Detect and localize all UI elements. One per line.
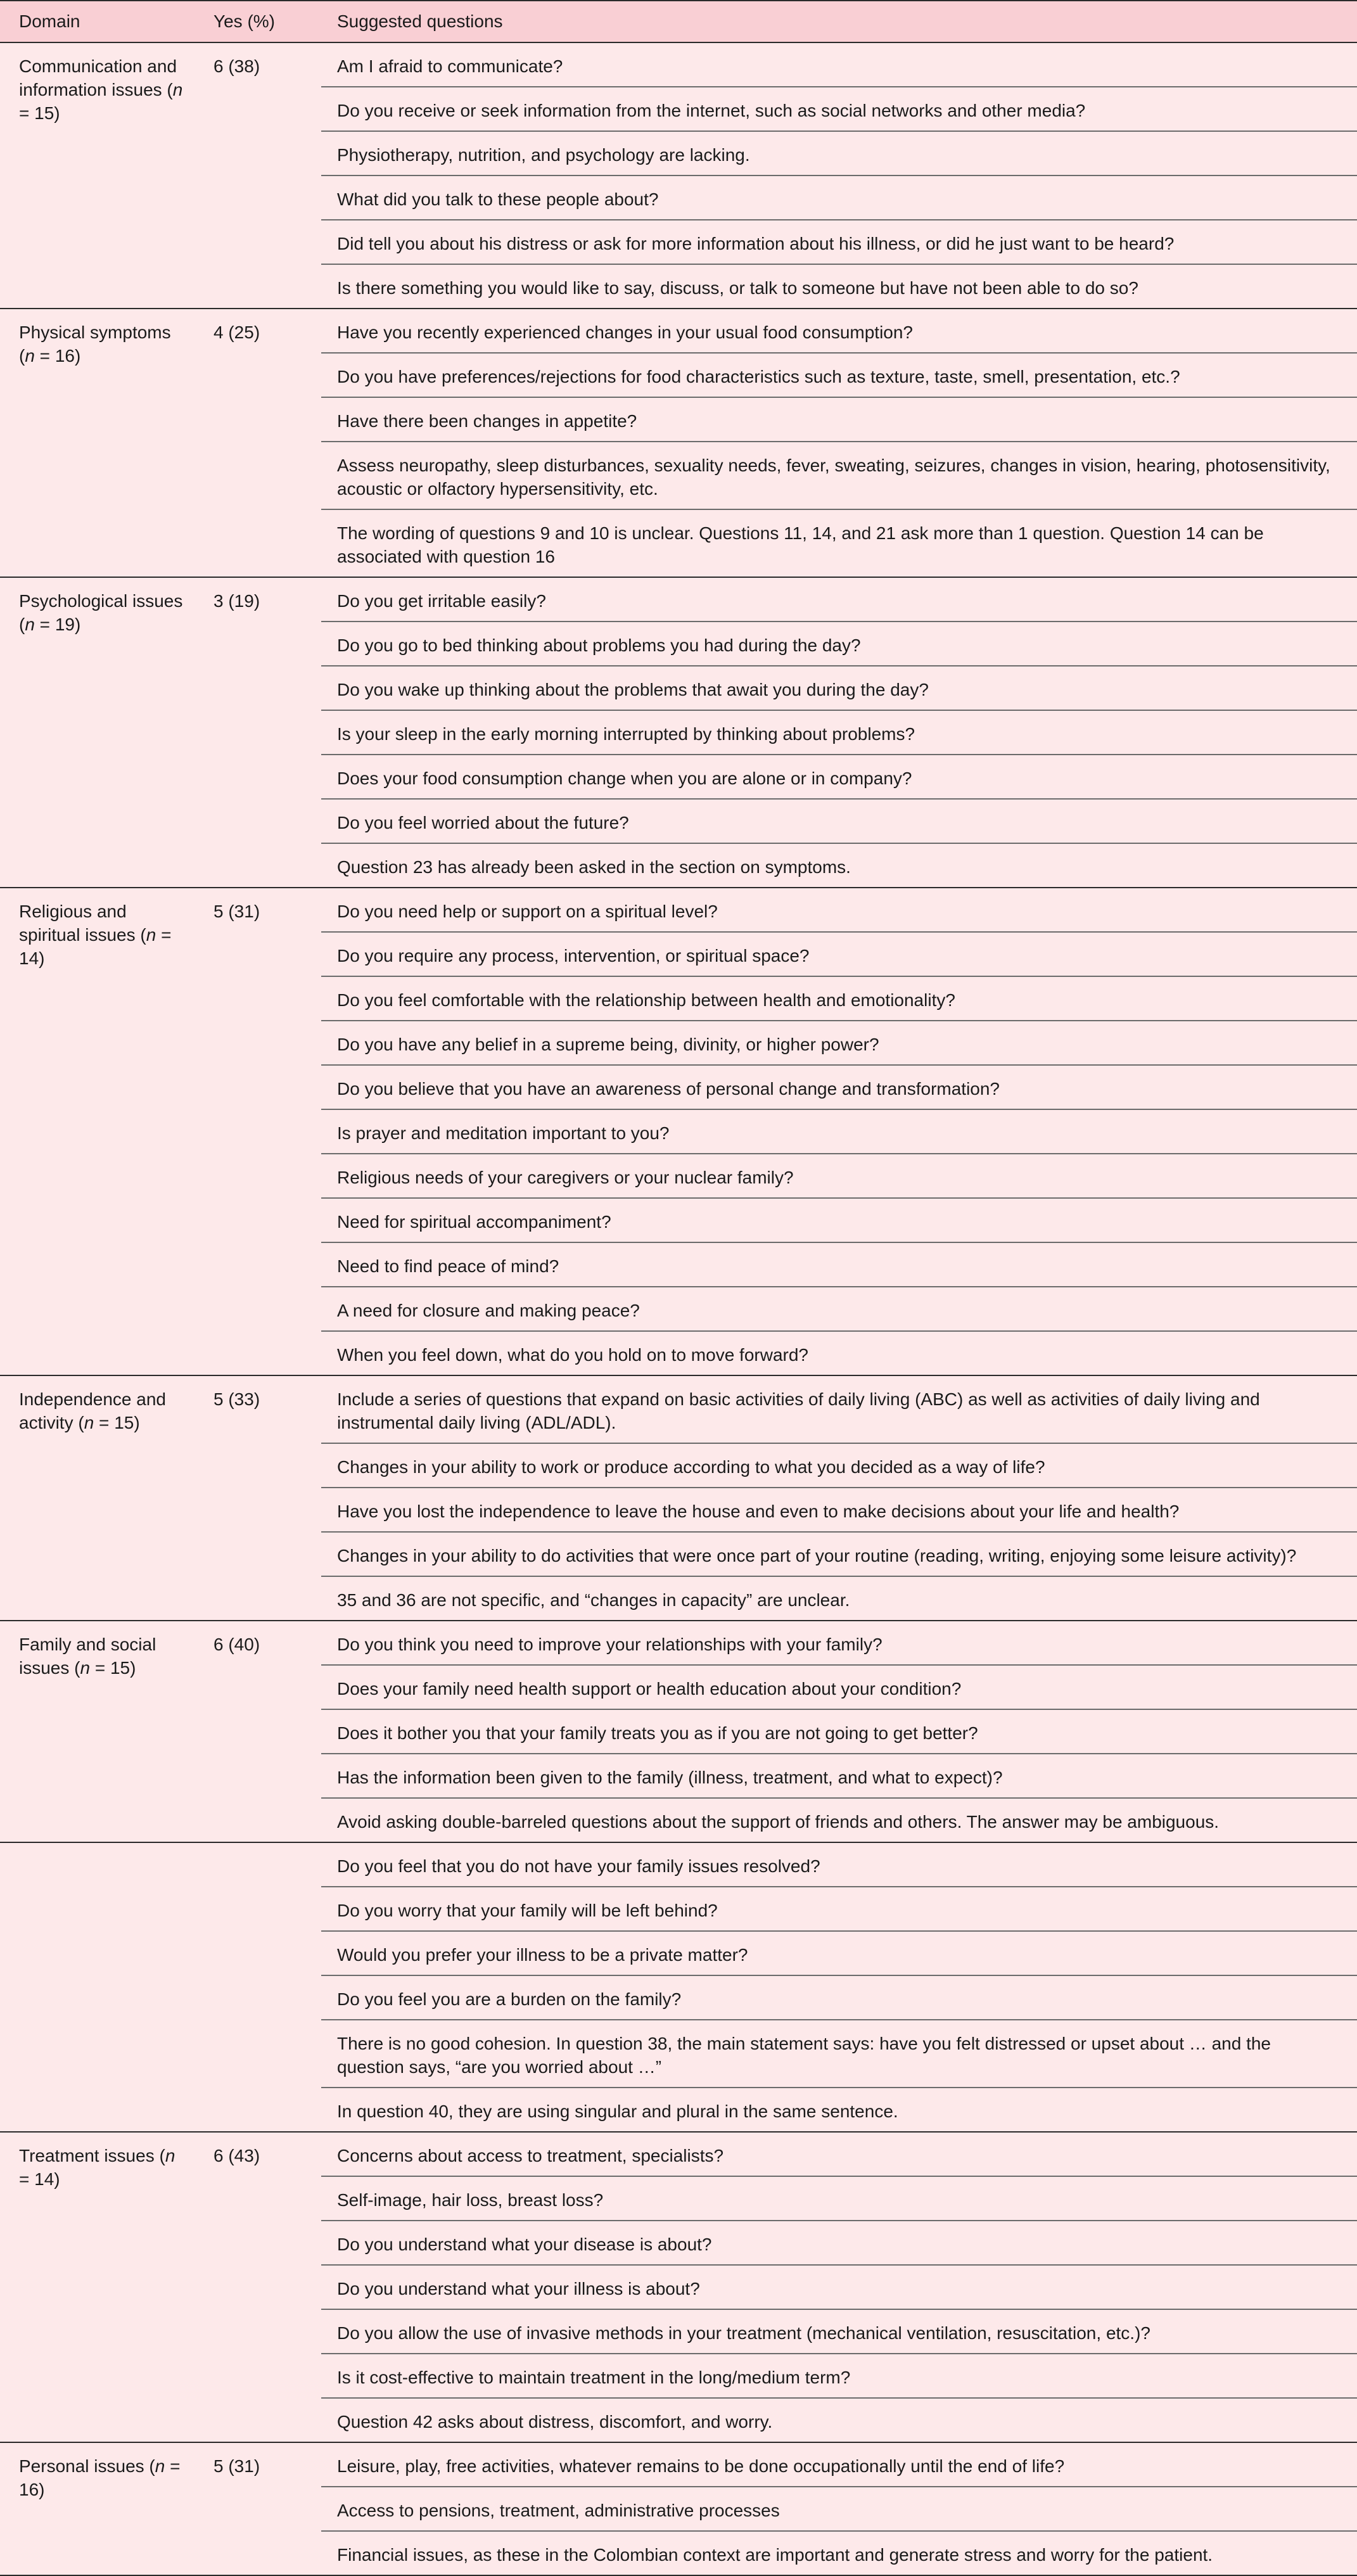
domain-name: Independence and activity <box>19 1389 166 1432</box>
domain-label: Family and social issues (n = 15) <box>19 1635 156 1678</box>
domain-cell <box>0 309 194 577</box>
yes-percent-cell: 6 (43) <box>194 2132 321 2442</box>
suggested-question-cell: Religious needs of your caregivers or your nuclear family? <box>321 1154 1357 1198</box>
suggested-question-cell: Do you feel that you do not have your family issues resolved? <box>321 1842 1357 1887</box>
yes-percent-cell <box>194 1842 321 2132</box>
header-row <box>0 1 1357 42</box>
suggested-question-cell: Need to find peace of mind? <box>321 1242 1357 1287</box>
suggested-question-cell: Do you understand what your illness is about? <box>321 2265 1357 2309</box>
suggested-question-cell: Is there something you would like to say, discuss, or talk to someone but have not been able to do so? <box>321 264 1357 309</box>
suggested-question-cell: Do you have preferences/rejections for food characteristics such as texture, taste, smell, presentation, etc.? <box>321 353 1357 397</box>
suggested-question-cell: Am I afraid to communicate? <box>321 42 1357 87</box>
table-row <box>0 42 1357 87</box>
domain-n: 15 <box>110 1658 131 1678</box>
suggested-question-cell: Do you believe that you have an awareness of personal change and transformation? <box>321 1065 1357 1109</box>
suggested-question-cell: Have there been changes in appetite? <box>321 397 1357 442</box>
suggested-question-cell: Did tell you about his distress or ask for more information about his illness, or did he just want to be heard? <box>321 220 1357 264</box>
suggested-question-cell: In question 40, they are using singular and plural in the same sentence. <box>321 2088 1357 2132</box>
suggested-question-cell: Has the information been given to the family (illness, treatment, and what to expect)? <box>321 1754 1357 1798</box>
domain-n: 14 <box>34 2169 54 2189</box>
suggested-question-cell: Do you wake up thinking about the problems that await you during the day? <box>321 666 1357 710</box>
suggested-question-cell: Does your food consumption change when you are alone or in company? <box>321 755 1357 799</box>
table-row <box>0 1621 1357 1665</box>
suggested-question-cell: Self-image, hair loss, breast loss? <box>321 2176 1357 2221</box>
suggested-question-cell: Do you worry that your family will be left behind? <box>321 1887 1357 1931</box>
suggested-question-cell: What did you talk to these people about? <box>321 175 1357 220</box>
domain-cell <box>0 2132 194 2442</box>
suggested-question-cell: Do you get irritable easily? <box>321 577 1357 622</box>
suggested-question-cell: Have you recently experienced changes in your usual food consumption? <box>321 309 1357 353</box>
suggested-question-cell: Changes in your ability to work or produce according to what you decided as a way of life? <box>321 1443 1357 1488</box>
table-row <box>0 577 1357 622</box>
yes-percent-cell: 6 (40) <box>194 1621 321 1842</box>
yes-percent-cell: 4 (25) <box>194 309 321 577</box>
suggested-question-cell: Have you lost the independence to leave the house and even to make decisions about your life and health? <box>321 1488 1357 1532</box>
domain-cell <box>0 1842 194 2132</box>
suggested-question-cell: The wording of questions 9 and 10 is unclear. Questions 11, 14, and 21 ask more than 1 question. Question 14 can be associated with question 16 <box>321 509 1357 577</box>
yes-percent-cell: 5 (33) <box>194 1375 321 1621</box>
table-row <box>0 309 1357 353</box>
table-row <box>0 2132 1357 2176</box>
domain-name: Family and social issues <box>19 1635 156 1678</box>
domain-cell <box>0 2442 194 2575</box>
suggested-question-cell: Do you require any process, intervention, or spiritual space? <box>321 932 1357 976</box>
domain-n: 14 <box>19 948 39 968</box>
domain-label: Personal issues (n = 16) <box>19 2456 181 2499</box>
suggested-question-cell: Access to pensions, treatment, administrative processes <box>321 2487 1357 2531</box>
suggested-question-cell: Do you receive or seek information from the internet, such as social networks and other media? <box>321 87 1357 131</box>
table-row <box>0 888 1357 932</box>
suggested-question-cell: 35 and 36 are not specific, and “changes in capacity” are unclear. <box>321 1576 1357 1621</box>
suggested-question-cell: Financial issues, as these in the Colombian context are important and generate stress and worry for the patient. <box>321 2531 1357 2575</box>
suggested-question-cell: Do you have any belief in a supreme being, divinity, or higher power? <box>321 1021 1357 1065</box>
suggested-question-cell: Is your sleep in the early morning interrupted by thinking about problems? <box>321 710 1357 755</box>
domain-label: Treatment issues (n = 14) <box>19 2146 175 2189</box>
suggested-question-cell: Do you allow the use of invasive methods in your treatment (mechanical ventilation, resuscitation, etc.)? <box>321 2309 1357 2354</box>
suggested-question-cell: Changes in your ability to do activities that were once part of your routine (reading, writing, enjoying some leisure activity)? <box>321 1532 1357 1576</box>
domain-n: 16 <box>54 346 75 366</box>
suggested-question-cell: Would you prefer your illness to be a private matter? <box>321 1931 1357 1975</box>
table-body <box>0 42 1357 2575</box>
yes-percent-cell: 5 (31) <box>194 2442 321 2575</box>
suggested-question-cell: Does it bother you that your family treats you as if you are not going to get better? <box>321 1709 1357 1754</box>
domain-n: 19 <box>54 615 75 634</box>
suggested-question-cell: Leisure, play, free activities, whatever remains to be done occupationally until the end of life? <box>321 2442 1357 2487</box>
domain-name: Treatment issues <box>19 2146 155 2165</box>
suggested-question-cell: Do you understand what your disease is about? <box>321 2221 1357 2265</box>
suggested-question-cell: Concerns about access to treatment, specialists? <box>321 2132 1357 2176</box>
table-row <box>0 1375 1357 1443</box>
table-row <box>0 1842 1357 1887</box>
header-domain: Domain <box>0 1 194 42</box>
domain-cell <box>0 1621 194 1842</box>
yes-percent-cell: 5 (31) <box>194 888 321 1375</box>
suggested-question-cell: Do you feel comfortable with the relationship between health and emotionality? <box>321 976 1357 1021</box>
domain-name: Psychological issues <box>19 591 183 611</box>
header-suggested-questions: Suggested questions <box>321 1 1357 42</box>
domain-name: Personal issues <box>19 2456 144 2476</box>
suggested-question-cell: Avoid asking double-barreled questions about the support of friends and others. The answer may be ambiguous. <box>321 1798 1357 1842</box>
table-row <box>0 2442 1357 2487</box>
yes-percent-cell: 3 (19) <box>194 577 321 888</box>
suggested-question-cell: Is prayer and meditation important to you? <box>321 1109 1357 1154</box>
domain-name: Communication and information issues <box>19 56 177 99</box>
domain-label: Communication and information issues (n = 15) <box>19 56 183 123</box>
yes-percent-cell: 6 (38) <box>194 42 321 309</box>
domain-n: 16 <box>19 2480 39 2499</box>
suggested-question-cell: Do you feel worried about the future? <box>321 799 1357 843</box>
domain-cell <box>0 1375 194 1621</box>
suggested-question-cell: Physiotherapy, nutrition, and psychology are lacking. <box>321 131 1357 175</box>
suggested-question-cell: Need for spiritual accompaniment? <box>321 1198 1357 1242</box>
domain-label: Psychological issues (n = 19) <box>19 591 183 634</box>
suggested-question-cell: Question 23 has already been asked in the section on symptoms. <box>321 843 1357 888</box>
table-header <box>0 1 1357 42</box>
domain-cell <box>0 577 194 888</box>
domain-cell <box>0 888 194 1375</box>
suggested-question-cell: A need for closure and making peace? <box>321 1287 1357 1331</box>
suggested-question-cell: Is it cost-effective to maintain treatment in the long/medium term? <box>321 2354 1357 2398</box>
domain-label: Independence and activity (n = 15) <box>19 1389 166 1432</box>
suggested-question-cell: Do you feel you are a burden on the family? <box>321 1975 1357 2020</box>
domain-label: Religious and spiritual issues (n = 14) <box>19 902 172 968</box>
domain-label: Physical symptoms (n = 16) <box>19 322 171 366</box>
suggested-question-cell: Include a series of questions that expand on basic activities of daily living (ABC) as well as activities of daily living and instrumental daily living (ADL/ADL). <box>321 1375 1357 1443</box>
domain-n: 15 <box>34 103 54 123</box>
suggested-question-cell: Do you think you need to improve your relationships with your family? <box>321 1621 1357 1665</box>
suggested-question-cell: Does your family need health support or health education about your condition? <box>321 1665 1357 1709</box>
suggested-question-cell: When you feel down, what do you hold on to move forward? <box>321 1331 1357 1375</box>
domain-name: Physical symptoms <box>19 322 171 342</box>
suggested-question-cell: Do you go to bed thinking about problems you had during the day? <box>321 622 1357 666</box>
domain-cell <box>0 42 194 309</box>
domain-name: Religious and spiritual issues <box>19 902 136 945</box>
header-yes-percent: Yes (%) <box>194 1 321 42</box>
suggested-question-cell: Do you need help or support on a spiritual level? <box>321 888 1357 932</box>
domain-n: 15 <box>114 1413 134 1432</box>
suggested-question-cell: Assess neuropathy, sleep disturbances, sexuality needs, fever, sweating, seizures, changes in vision, hearing, photosensitivity, acoustic or olfactory hypersensitivity, etc. <box>321 442 1357 509</box>
suggested-question-cell: Question 42 asks about distress, discomfort, and worry. <box>321 2398 1357 2442</box>
suggested-question-cell: There is no good cohesion. In question 38, the main statement says: have you felt distressed or upset about … and the question says, “are you worried about …” <box>321 2020 1357 2088</box>
